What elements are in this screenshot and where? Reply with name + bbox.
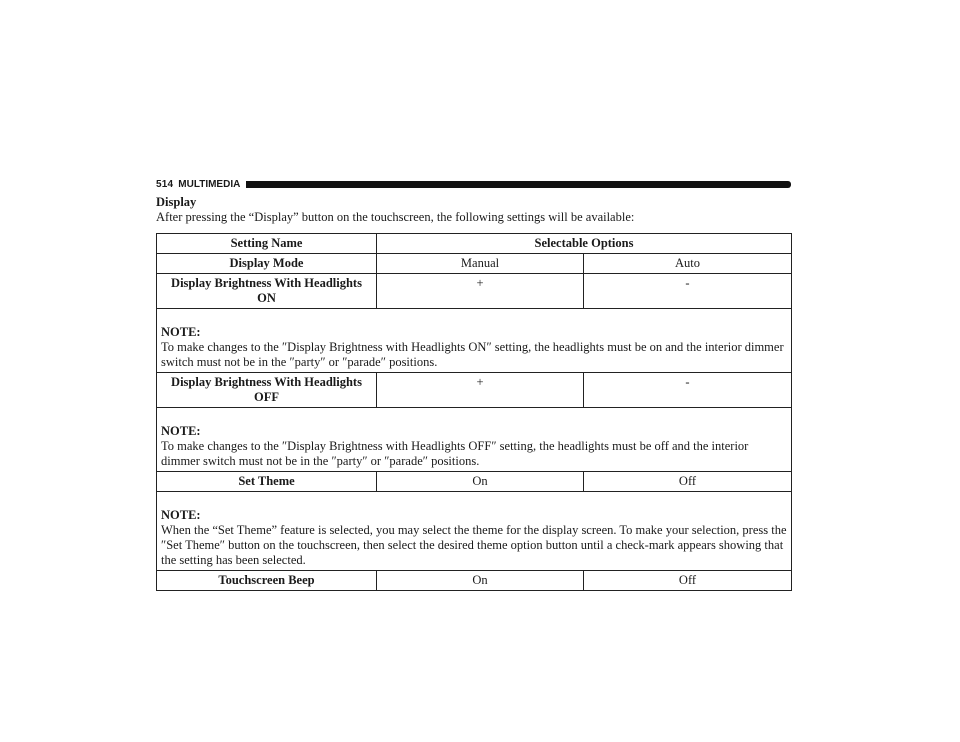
header-setting-name: Setting Name [157, 234, 377, 254]
table-row [157, 571, 792, 591]
page-header [156, 176, 791, 192]
note-cell [157, 309, 792, 373]
option-2: Off [584, 571, 792, 591]
option-1: + [377, 373, 584, 408]
note-text: To make changes to the ″Display Brightness with Headlights OFF″ setting, the headlights must be off and the interior dimmer switch must not be in the ″party″ or ″parade″ positions. [161, 439, 749, 468]
setting-name: Display Brightness With Headlights OFF [157, 373, 377, 408]
note-label: NOTE: [161, 424, 201, 438]
table-row [157, 254, 792, 274]
section-heading: Display [156, 195, 197, 209]
table-row [157, 373, 792, 408]
header-rule [246, 181, 791, 188]
option-2: Off [584, 472, 792, 492]
note-cell [157, 492, 792, 571]
note-label: NOTE: [161, 325, 201, 339]
setting-name: Display Mode [157, 254, 377, 274]
note-label: NOTE: [161, 508, 201, 522]
option-1: + [377, 274, 584, 309]
option-2: - [584, 373, 792, 408]
setting-name: Display Brightness With Headlights ON [157, 274, 377, 309]
note-row [157, 309, 792, 373]
section-title: MULTIMEDIA [178, 178, 241, 190]
note-text: To make changes to the ″Display Brightness with Headlights ON″ setting, the headlights must be on and the interior dimmer switch must not be in the ″party″ or ″parade″ positions. [161, 340, 784, 369]
table-header-row [157, 234, 792, 254]
note-text: When the “Set Theme” feature is selected, you may select the theme for the display screen. To make your selection, press the ″Set Theme″ button on the touchscreen, then select the desired theme option button until a check-mark appears showing that the setting has been selected. [161, 523, 787, 567]
option-1: On [377, 472, 584, 492]
table-row [157, 472, 792, 492]
intro-text: After pressing the “Display” button on the touchscreen, the following settings will be available: [156, 210, 635, 224]
note-row [157, 492, 792, 571]
table-row [157, 274, 792, 309]
note-cell [157, 408, 792, 472]
option-1: Manual [377, 254, 584, 274]
option-1: On [377, 571, 584, 591]
page-number: 514 [156, 178, 174, 190]
note-row [157, 408, 792, 472]
setting-name: Touchscreen Beep [157, 571, 377, 591]
option-2: Auto [584, 254, 792, 274]
option-2: - [584, 274, 792, 309]
header-selectable-options: Selectable Options [377, 234, 792, 254]
settings-table [156, 233, 792, 591]
setting-name: Set Theme [157, 472, 377, 492]
